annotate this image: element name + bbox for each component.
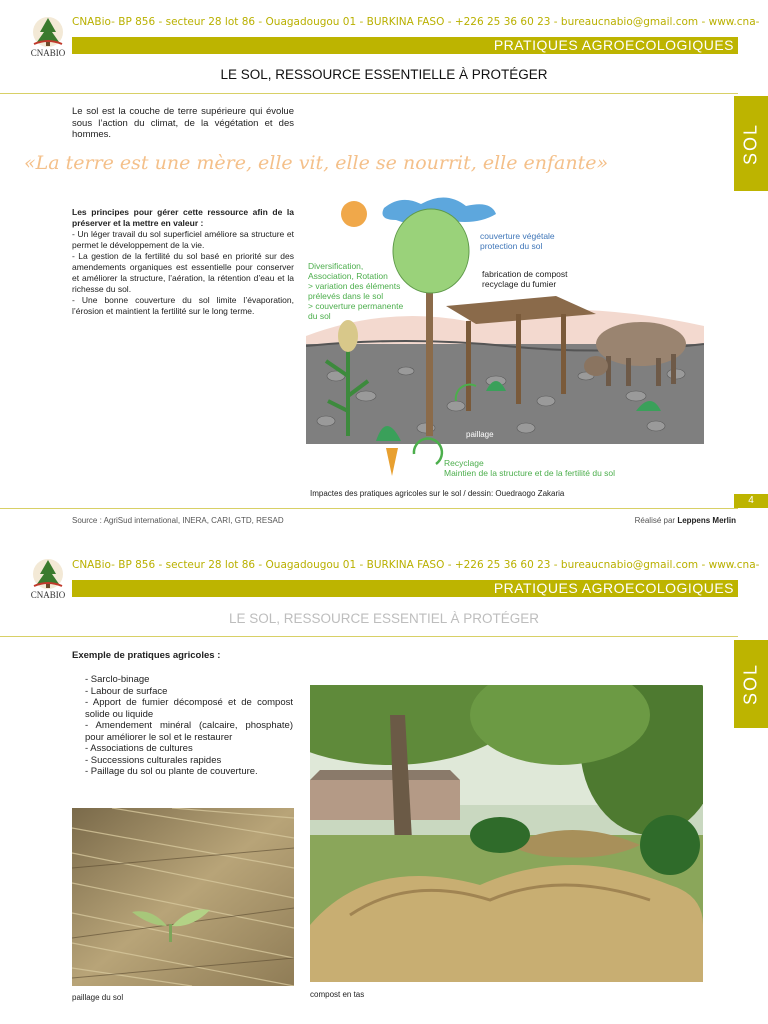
page-title: LE SOL, RESSOURCE ESSENTIEL À PROTÉGER xyxy=(228,611,540,626)
list-item: - Apport de fumier décomposé et de compost solide ou liquide xyxy=(85,697,293,720)
photo-mulch-caption: paillage du sol xyxy=(72,993,124,1002)
contact-line: CNABio- BP 856 - secteur 28 lot 86 - Ouagadougou 01 - BURKINA FASO - +226 25 36 60 23 - bureaucnabio@gmail.com - www.cna- xyxy=(72,16,760,28)
footer-divider xyxy=(0,508,738,509)
list-item: - Associations de cultures xyxy=(85,743,193,754)
label-diversification: Diversification, Association, Rotation > variation des éléments prélevés dans le sol > couverture permanente du sol xyxy=(308,261,404,321)
principles-heading: Les principes pour gérer cette ressource afin de la préserver et la mettre en valeur : xyxy=(72,207,294,228)
principle-item: - Un léger travail du sol superficiel améliore sa structure et permet le développement de la vie. xyxy=(72,229,294,250)
header-divider xyxy=(0,93,738,94)
logo-text: CNABIO xyxy=(30,590,66,600)
practices-list xyxy=(85,674,293,778)
label-paillage: paillage xyxy=(466,430,494,439)
principles-block xyxy=(72,207,294,317)
side-tab-label: SOL xyxy=(740,122,761,165)
list-item: - Paillage du sol ou plante de couverture. xyxy=(85,766,258,777)
photo-compost-caption: compost en tas xyxy=(310,990,365,999)
page-number: 4 xyxy=(734,494,768,508)
source-line: Source : AgriSud international, INERA, CARI, GTD, RESAD xyxy=(72,516,284,525)
credit-line: Réalisé par Leppens Merlin xyxy=(634,516,736,525)
author-name: Leppens Merlin xyxy=(677,516,736,525)
label-recycling: Recyclage Maintien de la structure et de la fertilité du sol xyxy=(444,458,616,478)
illustration-caption: Impactes des pratiques agricoles sur le sol / dessin: Ouedraogo Zakaria xyxy=(310,489,565,498)
principle-item: - La gestion de la fertilité du sol basé en priorité sur des amendements organiques est essentielle pour conserver et améliorer la structure, l’aération, la rétention d’eau et la richesse du sol. xyxy=(72,251,294,294)
list-item: - Amendement minéral (calcaire, phosphate) pour améliorer le sol et le restaurer xyxy=(85,720,293,743)
side-tab-label: SOL xyxy=(740,662,761,706)
cnabio-logo xyxy=(26,556,70,604)
list-item: - Sarclo-binage xyxy=(85,674,150,685)
list-item: - Successions culturales rapides xyxy=(85,754,222,766)
cnabio-logo xyxy=(26,14,70,62)
list-item: - Labour de surface xyxy=(85,685,168,697)
label-vegetation-cover: couverture végétale protection du sol xyxy=(480,231,555,251)
principle-item: - Une bonne couverture du sol limite l’évaporation, l’érosion et maintient la fertilité sur le long terme. xyxy=(72,295,294,316)
contact-line: CNABio- BP 856 - secteur 28 lot 86 - Ouagadougou 01 - BURKINA FASO - +226 25 36 60 23 - bureaucnabio@gmail.com - www.cna- xyxy=(72,559,760,571)
photo-compost xyxy=(310,685,703,982)
header-divider xyxy=(0,636,738,637)
side-tab-sol xyxy=(734,96,768,191)
intro-paragraph: Le sol est la couche de terre supérieure qui évolue sous l’action du climat, de la végétation et des hommes. xyxy=(72,106,294,140)
section-banner: PRATIQUES AGROECOLOGIQUES xyxy=(72,37,738,54)
photo-mulch xyxy=(72,808,294,986)
logo-text: CNABIO xyxy=(30,48,66,58)
section-banner: PRATIQUES AGROECOLOGIQUES xyxy=(72,580,738,597)
soil-illustration xyxy=(306,196,704,482)
page-title: LE SOL, RESSOURCE ESSENTIELLE À PROTÉGER xyxy=(220,67,548,82)
side-tab-sol xyxy=(734,640,768,728)
label-compost: fabrication de compost recyclage du fumier xyxy=(482,269,568,289)
examples-heading: Exemple de pratiques agricoles : xyxy=(72,650,221,661)
quote: «La terre est une mère, elle vit, elle se nourrit, elle enfante» xyxy=(24,152,609,174)
